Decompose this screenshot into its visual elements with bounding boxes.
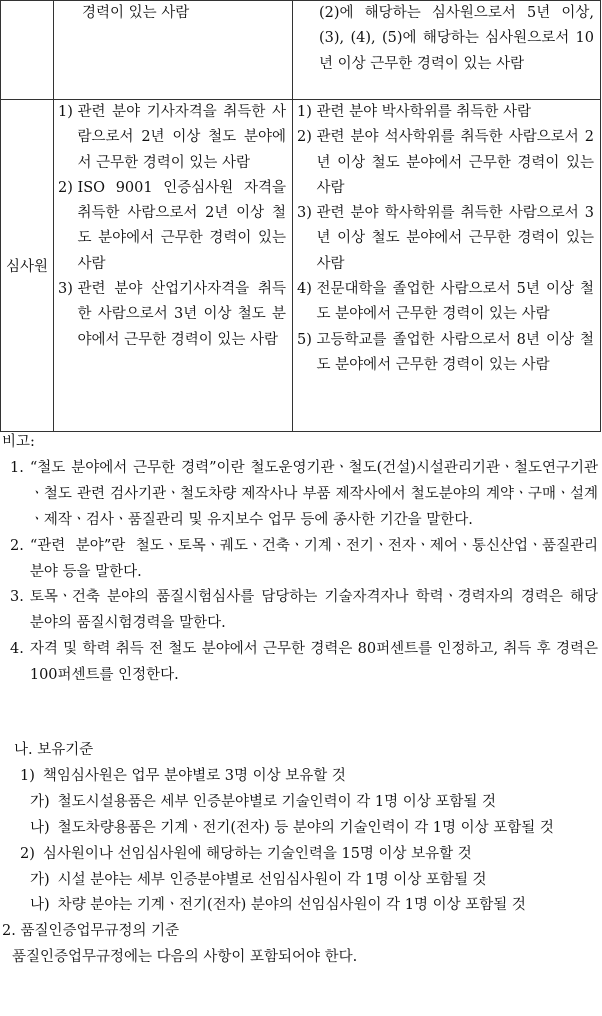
remark-item-text: 토목ㆍ건축 분야의 품질시험심사를 담당하는 기술자격자나 학력ㆍ경력자의 경력은 해당 분야의 품질시험경력을 말한다. bbox=[29, 589, 598, 632]
examiner-col3-list bbox=[293, 100, 600, 378]
role-cell bbox=[1, 100, 54, 432]
holding-subitem-text: 차량 분야는 기계ㆍ전기(전자) 분야의 선임심사원이 각 1명 이상 포함될 것 bbox=[57, 897, 526, 914]
remarks-heading: 비고: bbox=[2, 434, 35, 450]
remark-item bbox=[10, 637, 598, 689]
holding-block bbox=[0, 738, 602, 971]
remark-item-text: “관련 분야”란 철도ㆍ토목ㆍ궤도ㆍ건축ㆍ기계ㆍ전기ㆍ전자ㆍ제어ㆍ통신산업ㆍ품질관리 분야 등을 말한다. bbox=[29, 537, 598, 580]
examiner-col3-item bbox=[297, 328, 594, 379]
section2-body: 품질인증업무규정에는 다음의 사항이 포함되어야 한다. bbox=[12, 949, 358, 966]
holding-list bbox=[0, 764, 602, 919]
holding-subitem-number: 나) bbox=[30, 897, 50, 914]
examiner-col2-item-number: 3) bbox=[58, 281, 78, 298]
holding-subitem bbox=[0, 790, 598, 816]
examiner-col3-item-text: 관련 분야 박사학위를 취득한 사람 bbox=[316, 104, 532, 120]
examiner-col3-item-text: 전문대학을 졸업한 사람으로서 5년 이상 철도 분야에서 근무한 경력이 있는 사람 bbox=[316, 281, 594, 323]
role-cell-empty bbox=[1, 1, 54, 100]
top-row-col3 bbox=[293, 1, 601, 100]
holding-subitem bbox=[0, 893, 598, 919]
top-row-col2-text: 경력이 있는 사람 bbox=[82, 5, 190, 21]
top-row-col2 bbox=[54, 1, 293, 100]
examiner-col3-item-number: 3) bbox=[297, 205, 317, 222]
examiner-col3-item bbox=[297, 125, 594, 201]
examiner-col2-item-text: ISO 9001 인증심사원 자격을 취득한 사람으로서 2년 이상 철도 분야에서 근무한 경력이 있는 사람 bbox=[77, 179, 286, 272]
examiner-col3-item-number: 2) bbox=[297, 129, 317, 146]
remark-item bbox=[10, 585, 598, 637]
qualification-table bbox=[0, 0, 601, 432]
examiner-col3-item bbox=[297, 277, 594, 328]
table-row-top bbox=[1, 1, 601, 100]
table-row-examiner bbox=[1, 100, 601, 432]
examiner-col2-item bbox=[58, 176, 286, 277]
holding-subitem-text: 철도차량용품은 기계ㆍ전기(전자) 등 분야의 기술인력이 각 1명 이상 포함될 것 bbox=[57, 819, 554, 836]
role-label: 심사원 bbox=[5, 259, 49, 275]
examiner-col2-list bbox=[54, 100, 292, 353]
examiner-col2-item-number: 1) bbox=[58, 104, 78, 120]
examiner-col2 bbox=[54, 100, 293, 432]
holding-subitem-number: 나) bbox=[30, 819, 50, 836]
holding-item-text: 책임심사원은 업무 분야별로 3명 이상 보유할 것 bbox=[42, 767, 346, 784]
holding-heading: 나. 보유기준 bbox=[14, 742, 94, 758]
holding-subitem bbox=[0, 868, 598, 894]
remark-item-number: 2. bbox=[10, 537, 24, 554]
remark-item-number: 3. bbox=[10, 589, 24, 606]
examiner-col3-item-text: 관련 분야 석사학위를 취득한 사람으로서 2년 이상 철도 분야에서 근무한 경력이 있는 사람 bbox=[316, 129, 594, 196]
holding-item-number: 2) bbox=[20, 845, 35, 862]
top-row-col3-text: (2)에 해당하는 심사원으로서 5년 이상, (3), (4), (5)에 해당하는 심사원으로서 10년 이상 근무한 경력이 있는 사람 bbox=[319, 5, 594, 72]
section2-heading: 2. 품질인증업무규정의 기준 bbox=[2, 923, 180, 940]
examiner-col3-item-number: 1) bbox=[297, 104, 317, 120]
examiner-col3-item-text: 관련 분야 학사학위를 취득한 사람으로서 3년 이상 철도 분야에서 근무한 경력이 있는 사람 bbox=[316, 205, 594, 272]
examiner-col3-item-number: 4) bbox=[297, 281, 317, 298]
remark-item-number: 1. bbox=[10, 459, 24, 476]
holding-item bbox=[0, 764, 598, 790]
holding-subitem-number: 가) bbox=[30, 793, 50, 810]
remark-item-text: “철도 분야에서 근무한 경력”이란 철도운영기관ㆍ철도(건설)시설관리기관ㆍ철도연구기관ㆍ철도 관련 검사기관ㆍ철도차량 제작사나 부품 제작사에서 철도분야의 계약ㆍ구매ㆍ설계ㆍ제작ㆍ검사ㆍ품질관리 및 유지보수 업무 등에 종사한 기간을 말한다. bbox=[29, 459, 598, 528]
holding-item-text: 심사원이나 선임심사원에 해당하는 기술인력을 15명 이상 보유할 것 bbox=[42, 845, 472, 862]
holding-item-number: 1) bbox=[20, 767, 35, 784]
examiner-col2-item bbox=[58, 277, 286, 353]
examiner-col3-item-text: 고등학교를 졸업한 사람으로서 8년 이상 철도 분야에서 근무한 경력이 있는 사람 bbox=[316, 331, 594, 373]
examiner-col3-item bbox=[297, 201, 594, 277]
holding-item bbox=[0, 842, 598, 868]
examiner-col2-item-text: 관련 분야 기사자격을 취득한 사람으로서 2년 이상 철도 분야에서 근무한 경력이 있는 사람 bbox=[77, 104, 286, 171]
examiner-col3-item bbox=[297, 100, 594, 125]
remark-item bbox=[10, 534, 598, 586]
remarks-list bbox=[0, 456, 602, 689]
holding-subitem-text: 철도시설용품은 세부 인증분야별로 기술인력이 각 1명 이상 포함될 것 bbox=[57, 793, 496, 810]
examiner-col2-item bbox=[58, 100, 286, 176]
remarks-block bbox=[0, 430, 602, 689]
examiner-col3-item-number: 5) bbox=[297, 331, 317, 348]
remark-item-number: 4. bbox=[10, 641, 24, 658]
examiner-col2-item-text: 관련 분야 산업기사자격을 취득한 사람으로서 3년 이상 철도 분야에서 근무한 경력이 있는 사람 bbox=[77, 281, 286, 348]
remark-item bbox=[10, 456, 598, 534]
examiner-col3 bbox=[293, 100, 601, 432]
holding-subitem bbox=[0, 816, 598, 842]
holding-subitem-number: 가) bbox=[30, 871, 50, 888]
remark-item-text: 자격 및 학력 취득 전 철도 분야에서 근무한 경력은 80퍼센트를 인정하고, 취득 후 경력은 100퍼센트를 인정한다. bbox=[29, 641, 598, 684]
examiner-col2-item-number: 2) bbox=[58, 179, 78, 196]
holding-subitem-text: 시설 분야는 세부 인증분야별로 선임심사원이 각 1명 이상 포함될 것 bbox=[57, 871, 487, 888]
